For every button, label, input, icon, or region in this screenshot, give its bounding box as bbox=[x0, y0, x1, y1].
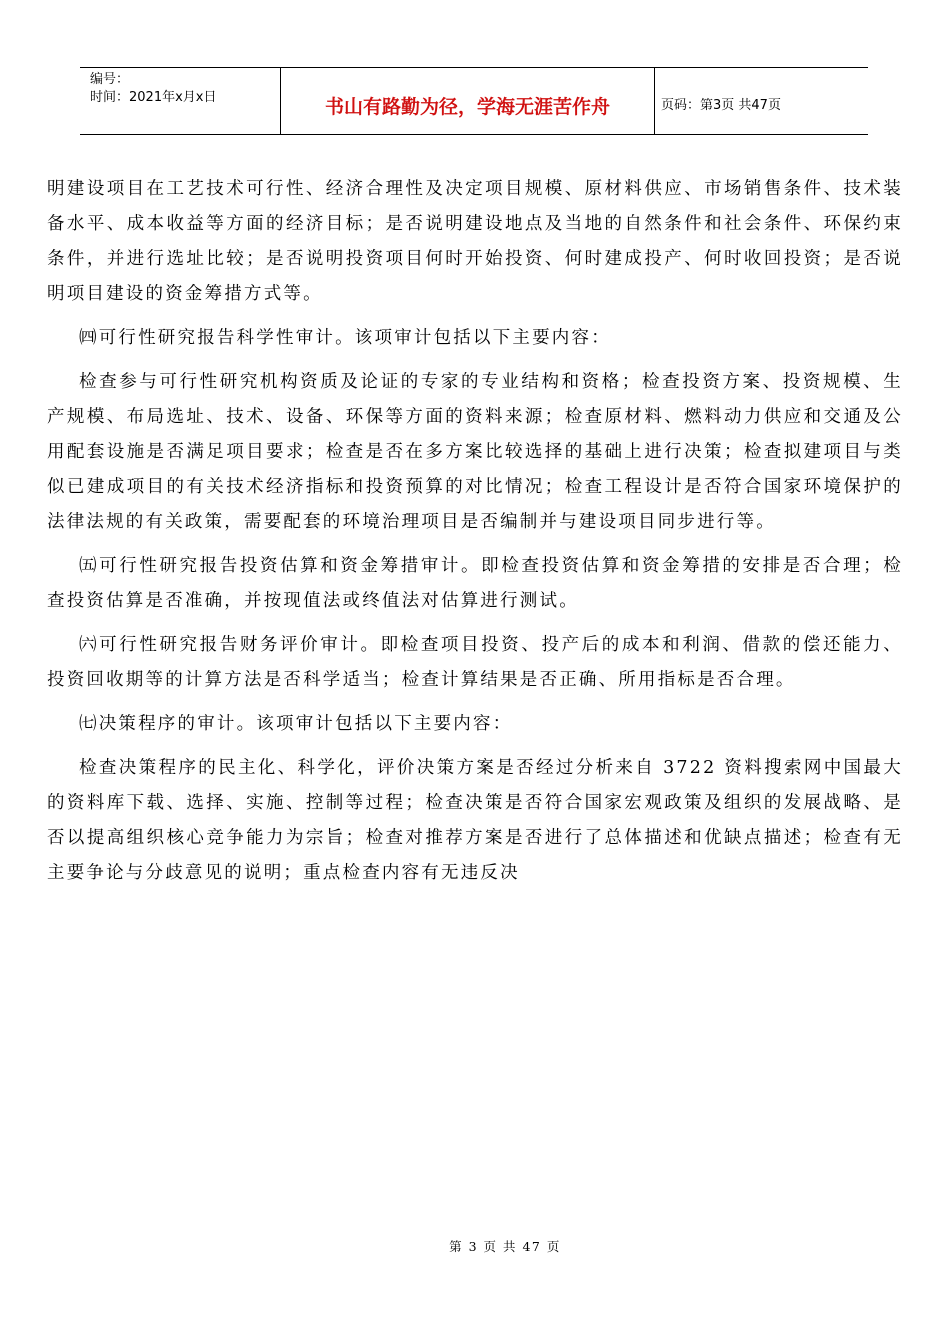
section-heading: ㈣可行性研究报告科学性审计。该项审计包括以下主要内容： bbox=[79, 328, 611, 348]
page-header bbox=[80, 67, 868, 135]
number-label: 编号： bbox=[90, 72, 130, 87]
header-page-info: 页码：第3页 共47页 bbox=[661, 97, 781, 113]
page-footer: 第 3 页 共 47 页 bbox=[449, 1239, 561, 1254]
document-body bbox=[47, 172, 903, 900]
paragraph: 检查参与可行性研究机构资质及论证的专家的专业结构和资格；检查投资方案、投资规模、生产规模、布局选址、技术、设备、环保等方面的资料来源；检查原材料、燃料动力供应和交通及公用配套设施是否满足项目要求；检查是否在多方案比较选择的基础上进行决策；检查拟建项目与类似已建成项目的有关技术经济指标和投资预算的对比情况；检查工程设计是否符合国家环境保护的法律法规的有关政策，需要配套的环境治理项目是否编制并与建设项目同步进行等。 bbox=[47, 372, 903, 532]
paragraph: 检查决策程序的民主化、科学化，评价决策方案是否经过分析来自 3722 资料搜索网中国最大的资料库下载、选择、实施、控制等过程；检查决策是否符合国家宏观政策及组织的发展战略、是否以提高组织核心竞争能力为宗旨；检查对推荐方案是否进行了总体描述和优缺点描述；检查有无主要争论与分歧意见的说明；重点检查内容有无违反决 bbox=[47, 758, 903, 883]
header-motto: 书山有路勤为径，学海无涯苦作舟 bbox=[281, 68, 655, 134]
section-heading: ㈤可行性研究报告投资估算和资金筹措审计。即检查投资估算和资金筹措的安排是否合理；检查投资估算是否准确，并按现值法或终值法对估算进行测试。 bbox=[47, 556, 903, 611]
time-label: 时间：2021年x月x日 bbox=[90, 90, 217, 105]
section-heading: ㈥可行性研究报告财务评价审计。即检查项目投资、投产后的成本和利润、借款的偿还能力、投资回收期等的计算方法是否科学适当；检查计算结果是否正确、所用指标是否合理。 bbox=[47, 635, 903, 690]
header-meta bbox=[80, 68, 281, 134]
section-heading: ㈦决策程序的审计。该项审计包括以下主要内容： bbox=[79, 714, 513, 734]
paragraph: 明建设项目在工艺技术可行性、经济合理性及决定项目规模、原材料供应、市场销售条件、技术装备水平、成本收益等方面的经济目标；是否说明建设地点及当地的自然条件和社会条件、环保约束条件，并进行选址比较；是否说明投资项目何时开始投资、何时建成投产、何时收回投资；是否说明项目建设的资金筹措方式等。 bbox=[47, 179, 903, 304]
